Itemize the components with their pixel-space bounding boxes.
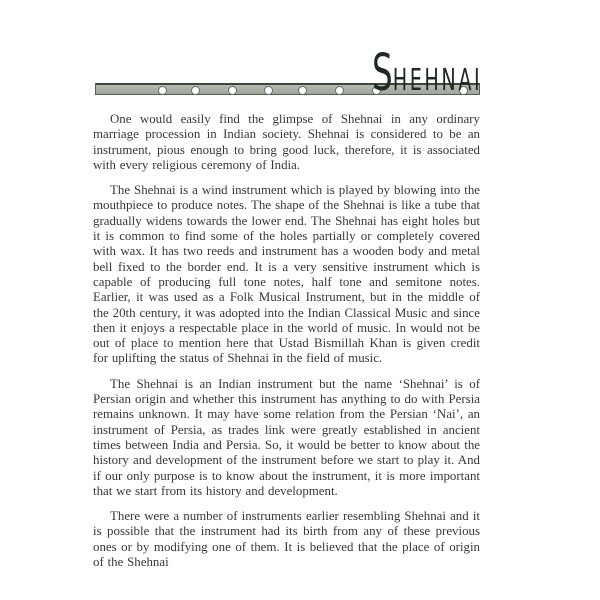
paragraph-intro: One would easily find the glimpse of Shehnai in any ordinary marriage procession in Indian society. Shehnai is considered to be an instrument, pious enough to bring good luck, therefore, it is associated with every religious ceremony of India. [93, 112, 480, 172]
hole-icon [335, 86, 344, 95]
paragraph-history: There were a number of instruments earlier resembling Shehnai and it is possible that the instrument had its birth from any of these previous ones or by modifying one of them. It is believed that the place of origin of the Shehnai [93, 509, 480, 570]
paragraph-description: The Shehnai is a wind instrument which is played by blowing into the mouthpiece to produce notes. The shape of the Shehnai is like a tube that gradually widens towards the lower end. The Shehnai has eight holes but it is common to find some of the holes partially or completely covered with wax. It has two reeds and instrument has a wooden body and metal bell fixed to the border end. It is a very sensitive instrument which is capable of producing full tone notes, half tone and semitone notes. Earlier, it was used as a Folk Musical Instrument, but in the middle of the 20th century, it was adopted into the Indian Classical Music and since then it enjoys a respectable place in the world of music. In would not be out of place to mention here that Ustad Bismillah Khan is given credit for uplifting the status of Shehnai in the field of music. [93, 183, 480, 366]
hole-icon [191, 86, 200, 95]
hole-icon [264, 86, 273, 95]
paragraph-origin: The Shehnai is an Indian instrument but the name ‘Shehnai’ is of Persian origin and whether this instrument has anything to do with Persia remains unknown. It may have some relation from the Persian ‘Nai’, an instrument of Persia, as trades link were greatly established in ancient times between India and Persia. So, it would be better to know about the history and development of the instrument before we start to play it. And if our only purpose is to know about the instrument, it is more important that we start from its history and development. [93, 376, 480, 498]
hole-icon [298, 86, 307, 95]
hole-icon [158, 86, 167, 95]
chapter-title-initial: S [371, 44, 393, 103]
page-body [93, 112, 480, 580]
chapter-title-rest: HEHNAI [392, 63, 482, 98]
chapter-title [371, 44, 482, 103]
hole-icon [228, 86, 237, 95]
